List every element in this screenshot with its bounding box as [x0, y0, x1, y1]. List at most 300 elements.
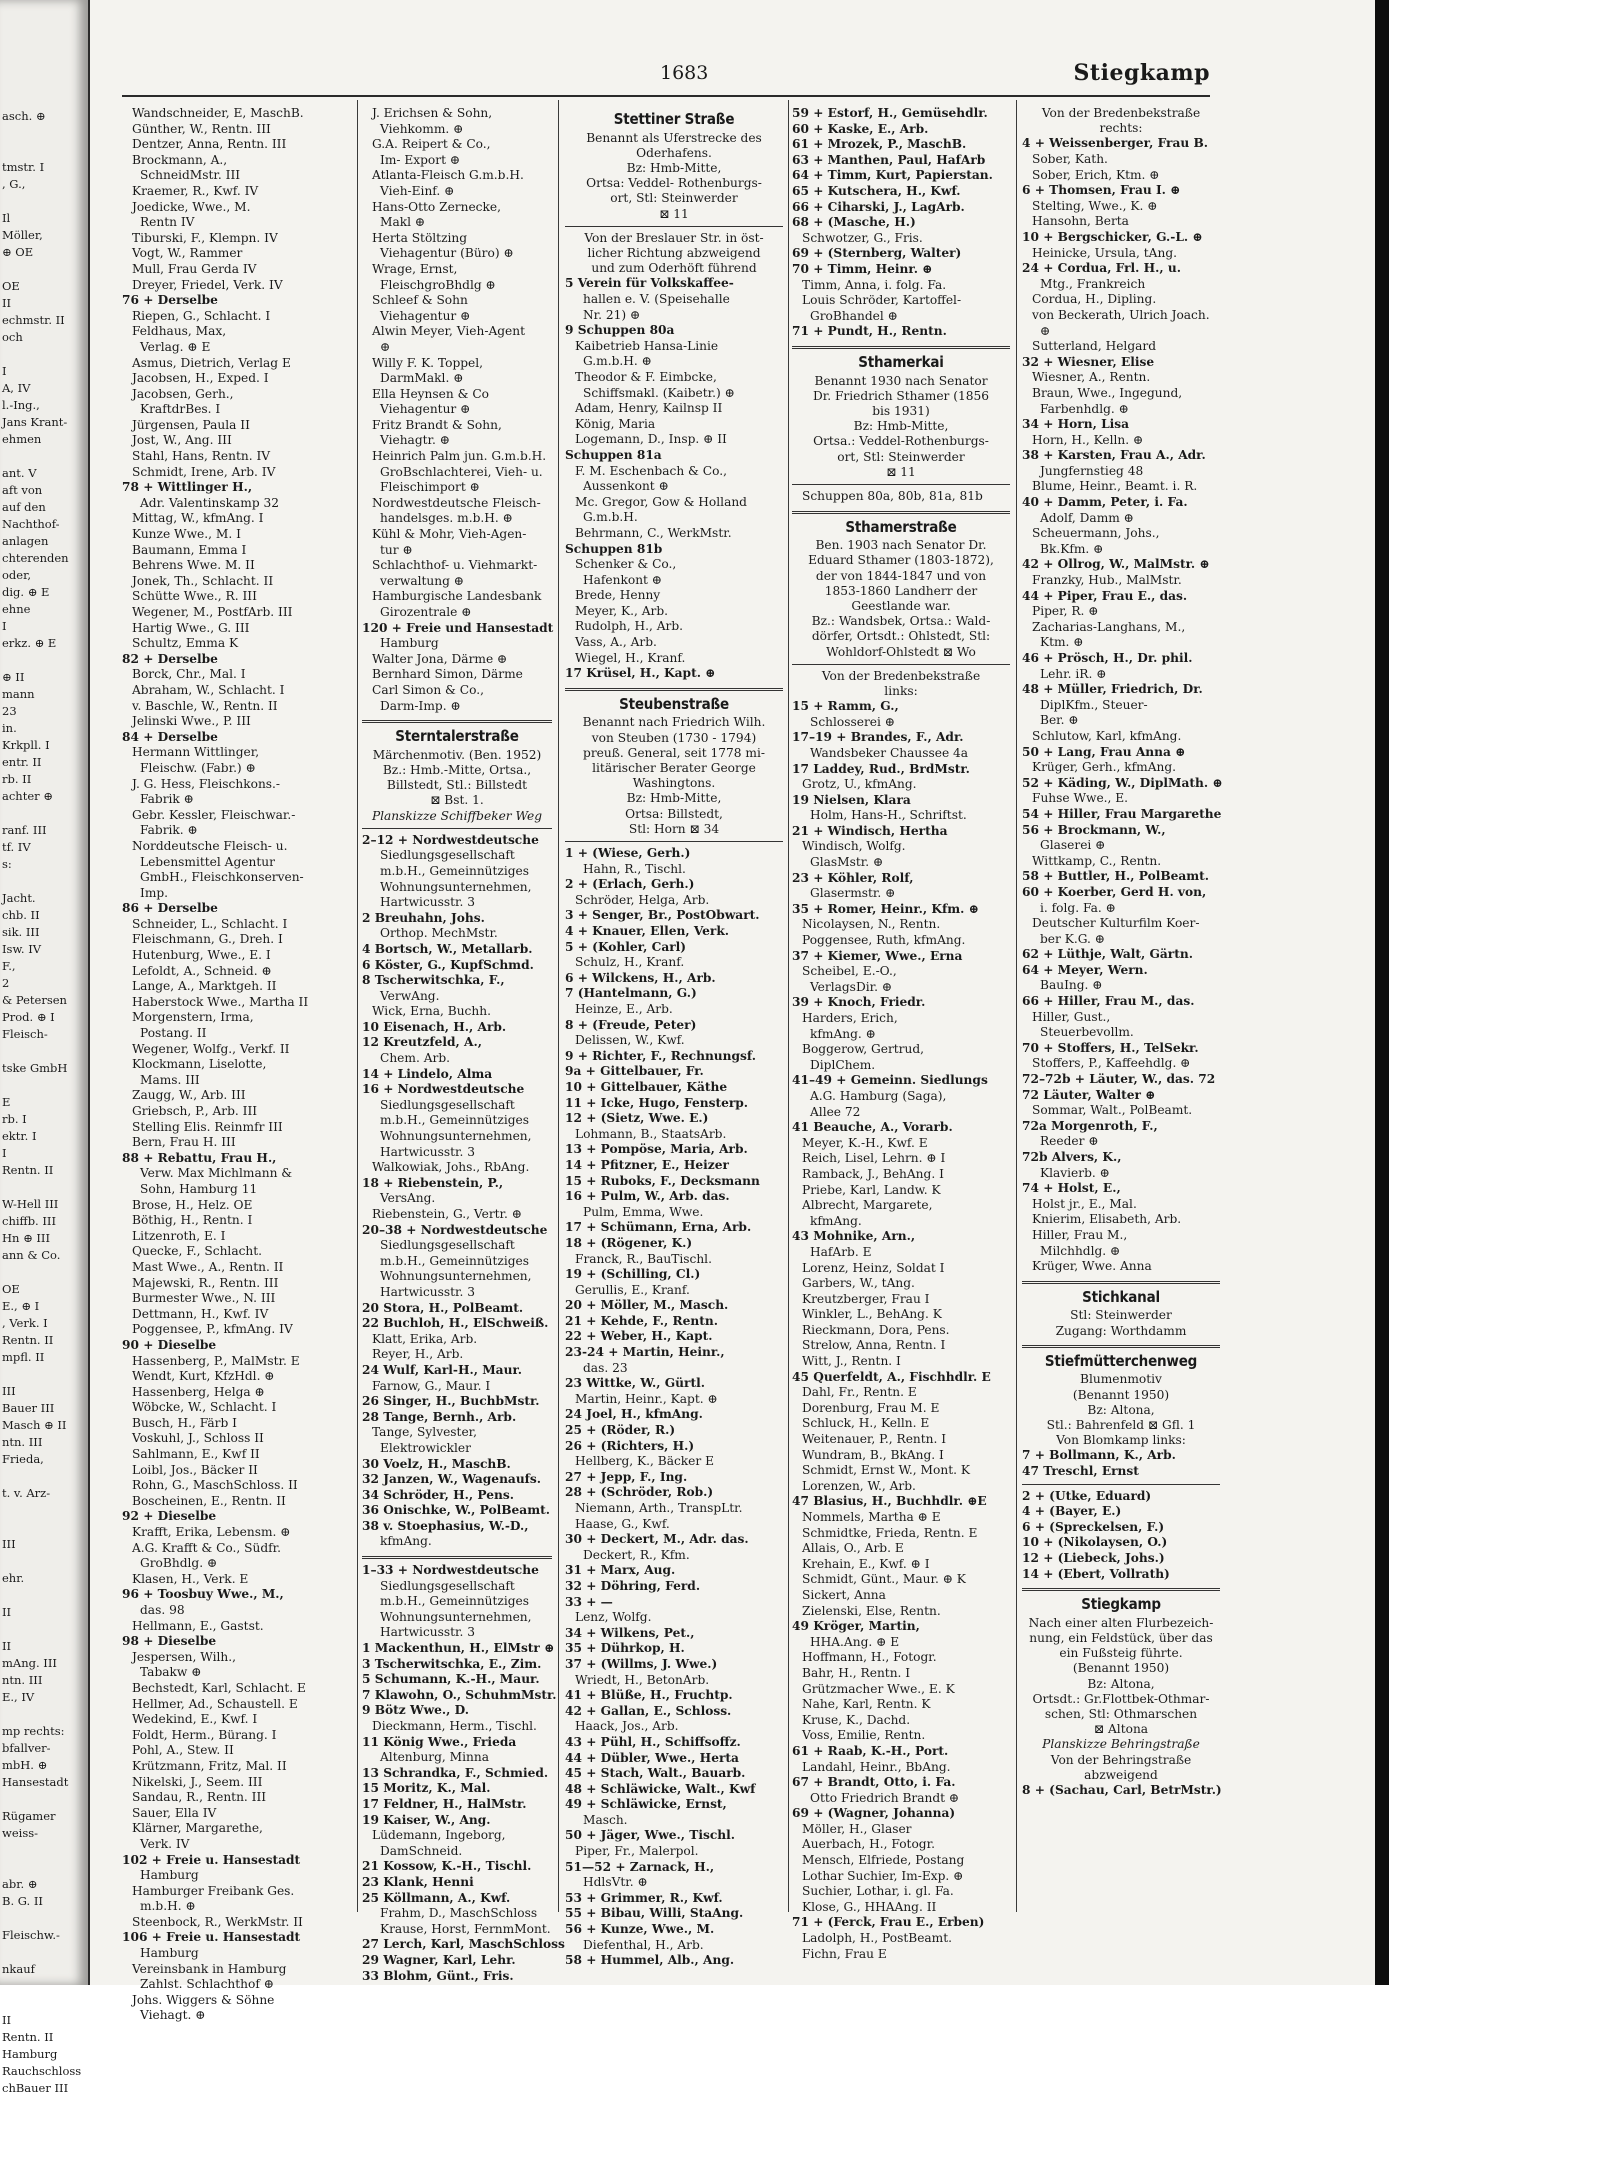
left-page-fragment: bfallver-	[2, 1741, 51, 1755]
left-page-fragment: chiffb. III	[2, 1214, 56, 1228]
house-number-entry: 60 + Koerber, Gerd H. von,	[1022, 884, 1207, 899]
resident-entry: Deutscher Kulturfilm Koer-	[1032, 916, 1200, 931]
resident-entry: Wrage, Ernst,	[372, 261, 458, 276]
left-page-fragment: ehmen	[2, 432, 42, 446]
entry-continuation: Wohnungsunternehmen,	[380, 1609, 532, 1624]
house-number-entry: 23 Klank, Henni	[362, 1874, 474, 1889]
house-number-entry: 71 + (Ferck, Frau E., Erben)	[792, 1915, 985, 1930]
entry-continuation: Hahn, R., Tischl.	[583, 861, 686, 876]
entry-continuation: kfmAng.	[380, 1534, 432, 1549]
resident-entry: Vass, A., Arb.	[575, 635, 657, 650]
left-page-fragment: Frieda,	[2, 1452, 44, 1466]
entry-continuation: Mtg., Frankreich	[1040, 276, 1146, 291]
left-page-fragment	[0, 652, 90, 669]
left-page-fragment: Fleischw.-	[2, 1928, 60, 1942]
entry-continuation: Makl ⊕	[380, 215, 426, 230]
house-number-entry: 37 + Kiemer, Wwe., Erna	[792, 948, 963, 963]
house-number-entry: 35 + Dührkop, H.	[565, 1641, 685, 1656]
left-page-fragment: W-Hell III	[2, 1197, 59, 1211]
column-divider	[1016, 100, 1017, 1912]
resident-entry: Heinrich Palm jun. G.m.b.H.	[372, 449, 547, 464]
resident-entry: Mittag, W., kfmAng. I	[132, 511, 264, 526]
left-page-fragment	[0, 1043, 90, 1060]
entry-continuation: HdlsVtr. ⊕	[583, 1875, 648, 1890]
resident-entry: Jost, W., Ang. III	[132, 433, 232, 448]
resident-entry: Stelling Elis. Reinmfr III	[132, 1119, 283, 1134]
street-heading: Stiegkamp	[1081, 1595, 1161, 1614]
entry-continuation: Fabrik. ⊕	[140, 823, 198, 838]
header-rule	[122, 95, 1210, 97]
street-description: schen, Stl: Othmarschen	[1044, 1706, 1198, 1721]
left-page-fragment: mp rechts:	[2, 1724, 65, 1738]
house-number-entry: 67 + Brandt, Otto, i. Fa.	[792, 1775, 956, 1790]
left-page-fragment: ann & Co.	[2, 1248, 61, 1262]
left-page-fragment: ehr.	[2, 1571, 25, 1585]
entry-continuation: Holm, Hans-H., Schriftst.	[810, 808, 967, 823]
entry-continuation: Elektrowickler	[380, 1440, 471, 1455]
resident-entry: Witt, J., Rentn. I	[802, 1354, 901, 1369]
left-page-fragment: Prod. ⊕ I	[2, 1010, 55, 1024]
left-page-fragment: 2	[2, 976, 10, 990]
house-number-entry: 90 + Dieselbe	[122, 1337, 217, 1352]
house-number-entry: 71 + Pundt, H., Rentn.	[792, 324, 947, 339]
resident-entry: v. Baschle, W., Rentn. II	[132, 698, 278, 713]
resident-entry: Dettmann, H., Kwf. IV	[132, 1306, 269, 1321]
entry-continuation: DarmMakl. ⊕	[380, 371, 464, 386]
resident-entry: Lohmann, B., StaatsArb.	[575, 1126, 727, 1141]
resident-entry: Jonek, Th., Schlacht. II	[132, 573, 274, 588]
street-description: ort, Stl: Steinwerder	[837, 449, 965, 464]
resident-entry: Piper, R. ⊕	[1032, 604, 1099, 619]
resident-entry: Nordwestdeutsche Fleisch-	[372, 495, 541, 510]
left-page-fragment: I	[2, 1146, 7, 1160]
entry-continuation: Adr. Valentinskamp 32	[140, 495, 280, 510]
resident-entry: Lefoldt, A., Schneid. ⊕	[132, 963, 272, 978]
resident-entry: Rudolph, H., Arb.	[575, 619, 684, 634]
resident-entry: Fleischmann, G., Dreh. I	[132, 932, 283, 947]
resident-entry: Hansohn, Berta	[1032, 214, 1129, 229]
resident-entry: Hamburger Freibank Ges.	[132, 1883, 295, 1898]
street-description: Ortsdt.: Gr.Flottbek-Othmar-	[1032, 1691, 1210, 1706]
resident-entry: Horn, H., Kelln. ⊕	[1032, 432, 1144, 447]
house-number-entry: Schuppen 81b	[565, 541, 663, 556]
resident-entry: Sober, Erich, Ktm. ⊕	[1032, 167, 1160, 182]
resident-entry: Hellmann, E., Gastst.	[132, 1618, 264, 1633]
house-number-entry: 35 + Romer, Heinr., Kfm. ⊕	[792, 901, 979, 916]
house-number-entry: 58 + Hummel, Alb., Ang.	[565, 1953, 735, 1968]
house-number-entry: 72 Läuter, Walter ⊕	[1022, 1087, 1156, 1102]
house-number-entry: 5 Verein für Volkskaffee-	[565, 276, 734, 291]
resident-entry: von Beckerath, Ulrich Joach.	[1032, 307, 1210, 322]
resident-entry: Alwin Meyer, Vieh-Agent	[372, 324, 526, 339]
resident-entry: Timm, Anna, i. folg. Fa.	[802, 277, 947, 292]
entry-continuation: Darm-Imp. ⊕	[380, 698, 461, 713]
entry-continuation: GmbH., Fleischkonserven-	[140, 870, 304, 885]
left-page-fragment: F.,	[2, 959, 16, 973]
resident-entry: Wendt, Kurt, KfzHdl. ⊕	[132, 1369, 275, 1384]
entry-continuation: G.m.b.H.	[583, 510, 638, 525]
resident-entry: Bernhard Simon, Därme	[372, 667, 523, 682]
left-page-fragment: ranf. III	[2, 823, 47, 837]
left-page-fragment: , G.,	[2, 177, 26, 191]
house-number-entry: 72b Alvers, K.,	[1022, 1150, 1122, 1164]
house-number-entry: 69 + (Sternberg, Walter)	[792, 246, 962, 261]
left-page-fragment: och	[2, 330, 23, 344]
house-number-entry: 32 + Wiesner, Elise	[1022, 354, 1155, 369]
house-number-entry: 49 + Schläwicke, Ernst,	[565, 1797, 727, 1812]
resident-entry: Fichn, Frau E	[802, 1946, 887, 1961]
resident-entry: Kaibetrieb Hansa-Linie	[575, 338, 719, 353]
entry-continuation: Hamburg	[140, 1868, 199, 1883]
resident-entry: Wöbcke, W., Schlacht. I	[132, 1400, 277, 1415]
entry-continuation: Hartwicusstr. 3	[380, 1284, 476, 1299]
resident-entry: Behrens Wwe. M. II	[132, 558, 255, 573]
left-page-fragment: echmstr. II	[2, 313, 65, 327]
street-description: licher Richtung abzweigend	[587, 246, 761, 261]
house-number-entry: 25 + (Röder, R.)	[565, 1423, 676, 1438]
left-page-fragment: B. G. II	[2, 1894, 43, 1908]
house-number-entry: 11 + Icke, Hugo, Fensterp.	[565, 1095, 749, 1110]
resident-entry: Sahlmann, E., Kwf II	[132, 1447, 260, 1462]
resident-entry: Cordua, H., Dipling.	[1032, 292, 1157, 307]
resident-entry: Boggerow, Gertrud,	[802, 1042, 925, 1057]
house-number-entry: 9 + Richter, F., Rechnungsf.	[565, 1048, 756, 1063]
house-number-entry: 102 + Freie u. Hansestadt	[122, 1852, 301, 1867]
street-description: Benannt 1930 nach Senator	[814, 373, 988, 388]
house-number-entry: 44 + Dübler, Wwe., Herta	[565, 1750, 739, 1765]
resident-entry: Krafft, Erika, Lebensm. ⊕	[132, 1525, 291, 1540]
entry-continuation: kfmAng. ⊕	[810, 1026, 876, 1041]
entry-continuation: Masch.	[583, 1812, 628, 1827]
house-number-entry: 8 + (Sachau, Carl, BetrMstr.)	[1022, 1782, 1222, 1797]
entry-continuation: i. folg. Fa. ⊕	[1040, 900, 1116, 915]
resident-entry: Scheibel, E.-O.,	[802, 964, 897, 979]
left-page-fragment: ektr. I	[2, 1129, 37, 1143]
entry-continuation: Fleischimport ⊕	[380, 480, 480, 495]
left-page-fragment: Hamburg	[2, 2047, 58, 2061]
resident-entry: Böthig, H., Rentn. I	[132, 1213, 253, 1228]
resident-entry: Mensch, Elfriede, Postang	[802, 1853, 965, 1868]
resident-entry: Ella Heynsen & Co	[372, 386, 489, 401]
resident-entry: Schneider, L., Schlacht. I	[132, 916, 288, 931]
entry-continuation: Siedlungsgesellschaft	[380, 1578, 515, 1593]
resident-entry: Fritz Brandt & Sohn,	[372, 417, 502, 432]
left-page-fragment: rb. II	[2, 772, 32, 786]
resident-entry: Schuppen 80a, 80b, 81a, 81b	[802, 488, 983, 503]
resident-entry: Harders, Erich,	[802, 1011, 898, 1026]
left-page-fragment: achter ⊕	[2, 789, 53, 803]
house-number-entry: 41–49 + Gemeinn. Siedlungs	[792, 1073, 988, 1088]
left-page-fragment	[0, 1791, 90, 1808]
entry-continuation: Lebensmittel Agentur	[140, 854, 275, 869]
left-page-fragment: sik. III	[2, 925, 40, 939]
resident-entry: Dreyer, Friedel, Verk. IV	[132, 277, 283, 292]
resident-entry: Mull, Frau Gerda IV	[132, 261, 257, 276]
street-description: preuß. General, seit 1778 mi-	[583, 745, 765, 760]
resident-entry: Vereinsbank in Hamburg	[132, 1961, 287, 1976]
house-number-entry: 32 Janzen, W., Wagenaufs.	[362, 1472, 542, 1487]
left-page-fragment: Rentn. II	[2, 1333, 54, 1347]
house-number-entry: 96 + Toosbuy Wwe., M.,	[122, 1587, 284, 1602]
resident-entry: Heinicke, Ursula, tAng.	[1032, 245, 1177, 260]
resident-entry: Scheuermann, Johs.,	[1032, 526, 1160, 541]
house-number-entry: 51—52 + Zarnack, H.,	[565, 1859, 715, 1874]
resident-entry: Riepen, G., Schlacht. I	[132, 308, 271, 323]
house-number-entry: 74 + Holst, E.,	[1022, 1181, 1121, 1196]
resident-entry: Herta Stöltzing	[372, 230, 468, 245]
left-page-fragment	[0, 1859, 90, 1876]
resident-entry: Voskuhl, J., Schloss II	[132, 1431, 264, 1446]
left-page-fragment: abr. ⊕	[2, 1877, 38, 1891]
resident-entry: Kühl & Mohr, Vieh-Agen-	[372, 527, 527, 542]
entry-continuation: Verk. IV	[140, 1836, 190, 1851]
house-number-entry: 60 + Kaske, E., Arb.	[792, 121, 929, 136]
left-page-fragment: E	[2, 1095, 11, 1109]
house-number-entry: 68 + (Masche, H.)	[792, 215, 916, 230]
house-number-entry: 7 (Hantelmann, G.)	[565, 986, 697, 1001]
resident-entry: Norddeutsche Fleisch- u.	[132, 838, 288, 853]
resident-entry: J. Erichsen & Sohn,	[372, 106, 493, 120]
street-separator	[792, 511, 1010, 514]
resident-entry: Majewski, R., Rentn. III	[132, 1275, 279, 1290]
house-number-entry: 43 Mohnike, Arn.,	[792, 1229, 916, 1244]
street-description: ⊠ Bst. 1.	[430, 793, 484, 808]
left-page-fragment: Fleisch-	[2, 1027, 48, 1041]
left-page-fragment: t. v. Arz-	[2, 1486, 51, 1500]
entry-continuation: G.m.b.H. ⊕	[583, 354, 652, 369]
resident-entry: Johs. Wiggers & Söhne	[132, 1992, 275, 2007]
house-number-entry: 49 Kröger, Martin,	[792, 1619, 920, 1634]
house-number-entry: 56 + Brockmann, W.,	[1022, 822, 1166, 837]
resident-entry: Hellmer, Ad., Schaustell. E	[132, 1696, 298, 1711]
entry-continuation: Reeder ⊕	[1040, 1134, 1099, 1149]
entry-continuation: Pulm, Emma, Wwe.	[583, 1204, 704, 1219]
house-number-entry: 120 + Freie und Hansestadt	[362, 620, 554, 635]
entry-continuation: Bk.Kfm. ⊕	[1040, 541, 1104, 556]
house-number-entry: 10 + Gittelbauer, Käthe	[565, 1079, 728, 1094]
resident-entry: Jacobsen, Gerh.,	[132, 386, 234, 401]
left-page-fragment: ntn. III	[2, 1435, 43, 1449]
house-number-entry: 12 Kreutzfeld, A.,	[362, 1035, 482, 1050]
house-number-entry: 23 + Köhler, Rolf,	[792, 870, 914, 885]
column-divider	[788, 100, 789, 1912]
resident-entry: Brede, Henny	[575, 588, 661, 603]
house-number-entry: 86 + Derselbe	[122, 901, 218, 916]
left-page-fragment: aft von	[2, 483, 43, 497]
left-page-fragment: oder,	[2, 568, 31, 582]
street-separator	[362, 720, 552, 723]
house-number-entry: 38 + Karsten, Frau A., Adr.	[1022, 448, 1206, 463]
entry-continuation: Siedlungsgesellschaft	[380, 848, 515, 863]
resident-entry: Sober, Kath.	[1032, 152, 1108, 166]
house-number-entry: 27 Lerch, Karl, MaschSchloss	[362, 1937, 565, 1952]
street-description: Zugang: Worthdamm	[1055, 1323, 1187, 1338]
house-number-entry: 48 + Schläwicke, Walt., Kwf	[565, 1781, 756, 1796]
left-page-fragment: A, IV	[2, 381, 31, 395]
entry-continuation: Viehagentur (Büro) ⊕	[380, 246, 514, 261]
resident-entry: Theodor & F. Eimbcke,	[575, 369, 717, 384]
house-number-entry: 5 + (Kohler, Carl)	[565, 939, 687, 954]
resident-entry: Quecke, F., Schlacht.	[132, 1244, 263, 1259]
resident-entry: Schütte Wwe., R. III	[132, 589, 257, 604]
entry-continuation: m.b.H. ⊕	[140, 1899, 196, 1914]
resident-entry: Baumann, Emma I	[132, 542, 247, 557]
entry-continuation: tur ⊕	[380, 542, 413, 557]
resident-entry: Delissen, W., Kwf.	[575, 1033, 685, 1048]
entry-continuation: Tabakw ⊕	[140, 1665, 202, 1680]
house-number-entry: 78 + Wittlinger H.,	[122, 480, 253, 495]
left-page-fragment: OE	[2, 1282, 20, 1296]
house-number-entry: 11 König Wwe., Frieda	[362, 1734, 517, 1749]
street-heading: Sterntalerstraße	[395, 727, 519, 746]
resident-entry: König, Maria	[575, 416, 656, 431]
entry-continuation: Jungfernstieg 48	[1040, 463, 1144, 478]
resident-entry: Willy F. K. Toppel,	[372, 355, 484, 370]
house-number-entry: 12 + (Sietz, Wwe. E.)	[565, 1111, 709, 1126]
resident-entry: Bechstedt, Karl, Schlacht. E	[132, 1680, 306, 1695]
left-page-fragment: l.-Ing.,	[2, 398, 40, 412]
left-page-fragment: ⊕ II	[2, 670, 25, 684]
running-head: Stiegkamp	[1073, 60, 1210, 86]
entry-continuation: DiplChem.	[810, 1057, 876, 1072]
house-number-entry: 16 + Nordwestdeutsche	[362, 1082, 525, 1097]
resident-entry: Atlanta-Fleisch G.m.b.H.	[372, 168, 524, 183]
resident-entry: Feldhaus, Max,	[132, 324, 227, 339]
resident-entry: Wiegel, H., Kranf.	[575, 650, 686, 665]
street-description: Stl: Steinwerder	[1070, 1308, 1172, 1323]
left-page-fragment: nkauf	[2, 1962, 35, 1976]
column-4	[792, 106, 1010, 1962]
house-number-entry: 13 + Pompöse, Maria, Arb.	[565, 1142, 748, 1157]
entry-continuation: Im- Export ⊕	[380, 152, 461, 167]
entry-continuation: Verlag. ⊕ E	[140, 339, 211, 354]
left-page-fragment: II	[2, 1639, 12, 1653]
house-number-entry: 47 Blasius, H., Buchhdlr. ⊕E	[792, 1494, 987, 1509]
house-number-entry: 52 + Käding, W., DiplMath. ⊕	[1022, 775, 1223, 790]
street-description: ort, Stl: Steinwerder	[610, 191, 738, 206]
resident-entry: Wriedt, H., BetonArb.	[575, 1672, 710, 1687]
entry-continuation: ber K.G. ⊕	[1040, 931, 1105, 946]
entry-continuation: KraftdrBes. I	[140, 402, 221, 417]
resident-entry: Meyer, K., Arb.	[575, 603, 669, 618]
resident-entry: Hoffmann, H., Fotogr.	[802, 1650, 937, 1665]
left-page-fragment: Rentn. II	[2, 2030, 54, 2044]
page-header	[120, 58, 1210, 98]
left-page-fragment	[0, 1842, 90, 1859]
entry-continuation: Wohnungsunternehmen,	[380, 1129, 532, 1144]
house-number-entry: 23 Wittke, W., Gürtl.	[565, 1376, 705, 1391]
entry-continuation: Deckert, R., Kfm.	[583, 1547, 690, 1562]
resident-entry: Gebr. Kessler, Fleischwar.-	[132, 807, 296, 822]
left-page-fragment	[0, 346, 90, 363]
house-number-entry: 20–38 + Nordwestdeutsche	[362, 1222, 548, 1237]
resident-entry: Rieckmann, Dora, Pens.	[802, 1322, 950, 1337]
resident-entry: Hassenberg, P., MalMstr. E	[132, 1353, 300, 1368]
house-number-entry: 3 + Senger, Br., PostObwart.	[565, 908, 760, 923]
left-page-fragment: Rentn. II	[2, 1163, 54, 1177]
section-rule	[565, 226, 783, 227]
resident-entry: Hellberg, K., Bäcker E	[575, 1454, 714, 1469]
entry-continuation: Hamburg	[380, 636, 439, 651]
resident-entry: Haack, Jos., Arb.	[575, 1719, 679, 1734]
left-page-fragment: Hansestadt	[2, 1775, 69, 1789]
resident-entry: Grotz, U., kfmAng.	[802, 777, 917, 792]
entry-continuation: Milchhdlg. ⊕	[1040, 1243, 1121, 1258]
street-description: Geestlande war.	[851, 598, 951, 613]
house-number-entry: 46 + Prösch, H., Dr. phil.	[1022, 651, 1193, 665]
resident-entry: Schmidtke, Frieda, Rentn. E	[802, 1525, 978, 1540]
street-description: litärischer Berater George	[592, 761, 756, 776]
resident-entry: Brose, H., Helz. OE	[132, 1197, 253, 1212]
street-description: links:	[884, 683, 918, 698]
left-page-fragment	[0, 1587, 90, 1604]
entry-continuation: Nr. 21) ⊕	[583, 307, 641, 322]
house-number-entry: 33 + —	[565, 1594, 613, 1609]
entry-continuation: m.b.H., Gemeinnütziges	[380, 1594, 530, 1609]
house-number-entry: 55 + Bibau, Willi, StaAng.	[565, 1906, 744, 1921]
house-number-entry: 9 Schuppen 80a	[565, 323, 675, 338]
resident-entry: Sandau, R., Rentn. III	[132, 1790, 267, 1805]
house-number-entry: 18 + (Rögener, K.)	[565, 1235, 693, 1250]
street-heading: Stettiner Straße	[613, 110, 735, 128]
resident-entry: Wandschneider, E, MaschB.	[132, 106, 304, 120]
resident-entry: Schmidt, Günt., Maur. ⊕ K	[802, 1572, 966, 1587]
left-page-fragment: E., IV	[2, 1690, 35, 1704]
house-number-entry: 45 Querfeldt, A., Fischhdlr. E	[792, 1369, 991, 1384]
left-page-fragment	[0, 1553, 90, 1570]
entry-continuation: Wohnungsunternehmen,	[380, 879, 532, 894]
house-number-entry: 98 + Dieselbe	[122, 1634, 217, 1649]
house-number-entry: 72a Morgenroth, F.,	[1022, 1118, 1158, 1133]
street-description: Washingtons.	[632, 776, 716, 791]
left-page-fragment: & Petersen	[2, 993, 67, 1007]
entry-continuation: Hamburg	[140, 1946, 199, 1961]
entry-continuation: Glasermstr. ⊕	[810, 886, 896, 901]
left-page-fragment	[0, 1944, 90, 1961]
resident-entry: Sauer, Ella IV	[132, 1805, 217, 1820]
entry-continuation: m.b.H., Gemeinnütziges	[380, 863, 530, 878]
resident-entry: Burmester Wwe., N. III	[132, 1291, 276, 1306]
house-number-entry: 54 + Hiller, Frau Margarethe	[1022, 806, 1222, 821]
house-number-entry: 48 + Müller, Friedrich, Dr.	[1022, 682, 1203, 697]
left-page-fragment: II	[2, 1605, 12, 1619]
left-page-fragment: auf den	[2, 500, 46, 514]
resident-entry: Lüdemann, Ingeborg,	[372, 1828, 506, 1843]
resident-entry: Riebenstein, G., Vertr. ⊕	[372, 1207, 522, 1222]
house-number-entry: 4 + (Bayer, E.)	[1022, 1504, 1122, 1519]
resident-entry: Wundram, B., BkAng. I	[802, 1447, 944, 1462]
left-page-fragment: Krkpll. I	[2, 738, 50, 752]
resident-entry: Tiburski, F., Klempn. IV	[132, 230, 278, 245]
entry-continuation: Girozentrale ⊕	[380, 605, 472, 619]
resident-entry: Stelting, Wwe., K. ⊕	[1032, 198, 1158, 213]
entry-continuation: Ktm. ⊕	[1040, 635, 1084, 650]
resident-entry: Lothar Suchier, Im-Exp. ⊕	[802, 1868, 964, 1883]
house-number-entry: 19 Kaiser, W., Ang.	[362, 1812, 491, 1827]
house-number-entry: 2 + (Erlach, Gerh.)	[565, 877, 695, 892]
entry-continuation: Vieh-Einf. ⊕	[380, 183, 455, 198]
resident-entry: J. G. Hess, Fleischkons.-	[132, 776, 281, 791]
entry-continuation: GroBschlachterei, Vieh- u.	[380, 464, 543, 479]
left-page-fragment	[0, 805, 90, 822]
left-page-fragment: chBauer III	[2, 2081, 69, 2095]
street-description: Wohldorf-Ohlstedt ⊠ Wo	[826, 644, 976, 659]
resident-entry: Mc. Gregor, Gow & Holland	[575, 494, 747, 509]
resident-entry: Schlachthof- u. Viehmarkt-	[372, 558, 538, 573]
resident-entry: Bahr, H., Rentn. I	[802, 1665, 911, 1680]
house-number-entry: 9a + Gittelbauer, Fr.	[565, 1064, 704, 1079]
section-rule	[1022, 1484, 1220, 1485]
